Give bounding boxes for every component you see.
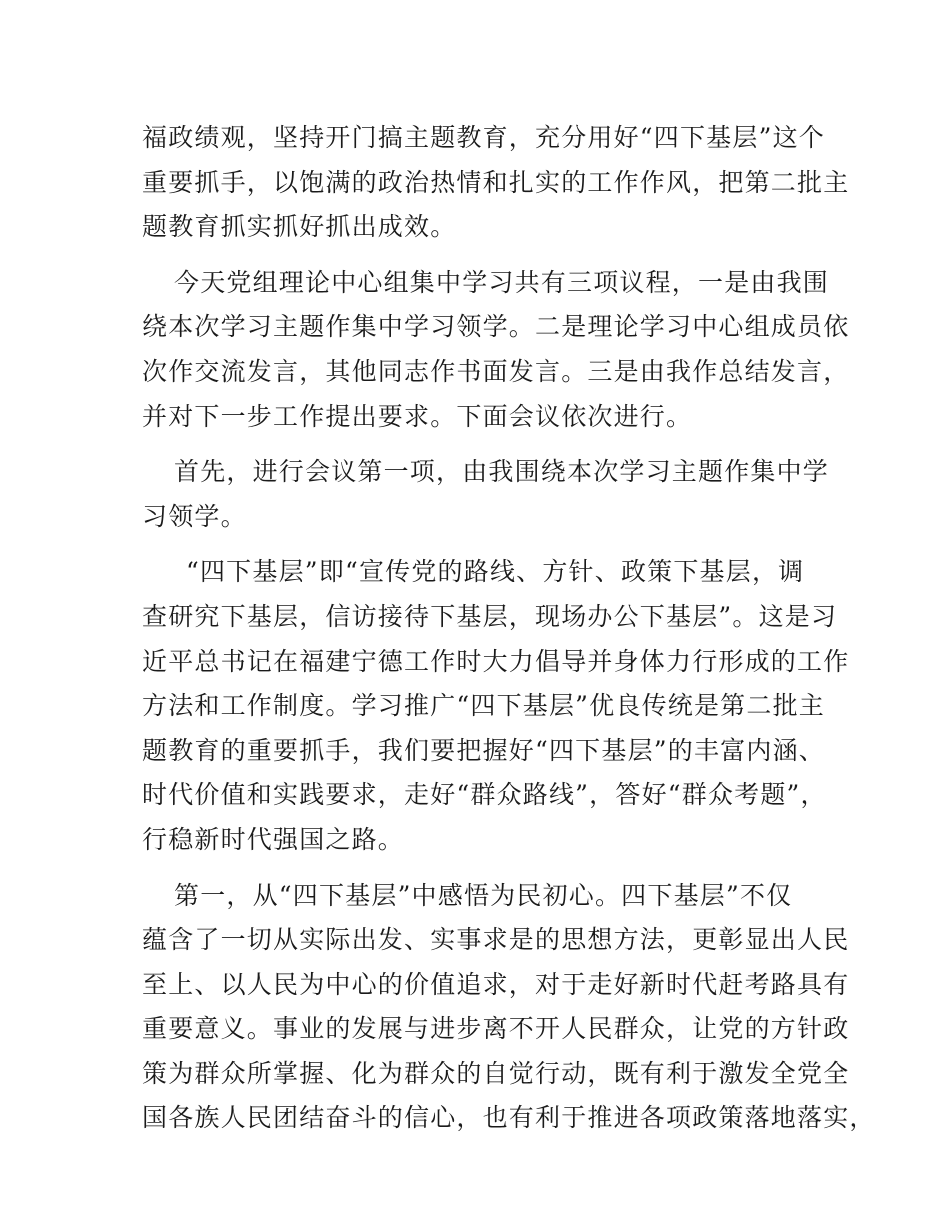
text-line: 近平总书记在福建宁德工作时大力倡导并身体力行形成的工作 bbox=[142, 646, 850, 676]
text-line: 蕴含了一切从实际出发、实事求是的思想方法，更彰显出人民 bbox=[142, 925, 850, 955]
text-line: 重要抓手，以饱满的政治热情和扎实的工作作风，把第二批主 bbox=[142, 167, 850, 197]
text-line: 题教育抓实抓好抓出成效。 bbox=[142, 212, 457, 242]
text-line: 习领学。 bbox=[142, 501, 247, 531]
text-line: 首先，进行会议第一项，由我围绕本次学习主题作集中学 bbox=[174, 457, 830, 487]
text-line: 题教育的重要抓手，我们要把握好“四下基层”的丰富内涵、 bbox=[142, 735, 825, 765]
paragraph-agenda bbox=[142, 261, 850, 439]
document-body bbox=[142, 116, 876, 1152]
paragraph-continuation bbox=[142, 116, 850, 250]
text-line: 查研究下基层，信访接待下基层，现场办公下基层”。这是习 bbox=[142, 601, 838, 631]
text-line: 次作交流发言，其他同志作书面发言。三是由我作总结发言， bbox=[142, 356, 850, 386]
text-line: “四下基层”即“宣传党的路线、方针、政策下基层，调 bbox=[186, 557, 805, 587]
text-line: 至上、以人民为中心的价值追求，对于走好新时代赶考路具有 bbox=[142, 969, 850, 999]
text-line: 今天党组理论中心组集中学习共有三项议程，一是由我围 bbox=[174, 267, 830, 297]
text-line: 福政绩观，坚持开门搞主题教育，充分用好“四下基层”这个 bbox=[142, 123, 825, 152]
text-line: 行稳新时代强国之路。 bbox=[142, 824, 405, 854]
text-line: 策为群众所掌握、化为群众的自觉行动，既有利于激发全党全 bbox=[142, 1058, 850, 1088]
text-line: 国各族人民团结奋斗的信心，也有利于推进各项政策落地落实， bbox=[142, 1103, 876, 1133]
paragraph-four-grassroots bbox=[142, 550, 850, 862]
text-line: 第一，从“四下基层”中感悟为民初心。四下基层”不仅 bbox=[174, 880, 793, 910]
text-line: 并对下一步工作提出要求。下面会议依次进行。 bbox=[142, 401, 693, 431]
text-line: 绕本次学习主题作集中学习领学。二是理论学习中心组成员依 bbox=[142, 312, 850, 342]
paragraph-point-one bbox=[142, 874, 876, 1142]
text-line: 重要意义。事业的发展与进步离不开人民群众，让党的方针政 bbox=[142, 1014, 850, 1044]
text-line: 方法和工作制度。学习推广“四下基层”优良传统是第二批主 bbox=[142, 691, 825, 721]
paragraph-first-item bbox=[142, 450, 832, 539]
text-line: 时代价值和实践要求，走好“群众路线”，答好“群众考题”， bbox=[142, 780, 827, 810]
